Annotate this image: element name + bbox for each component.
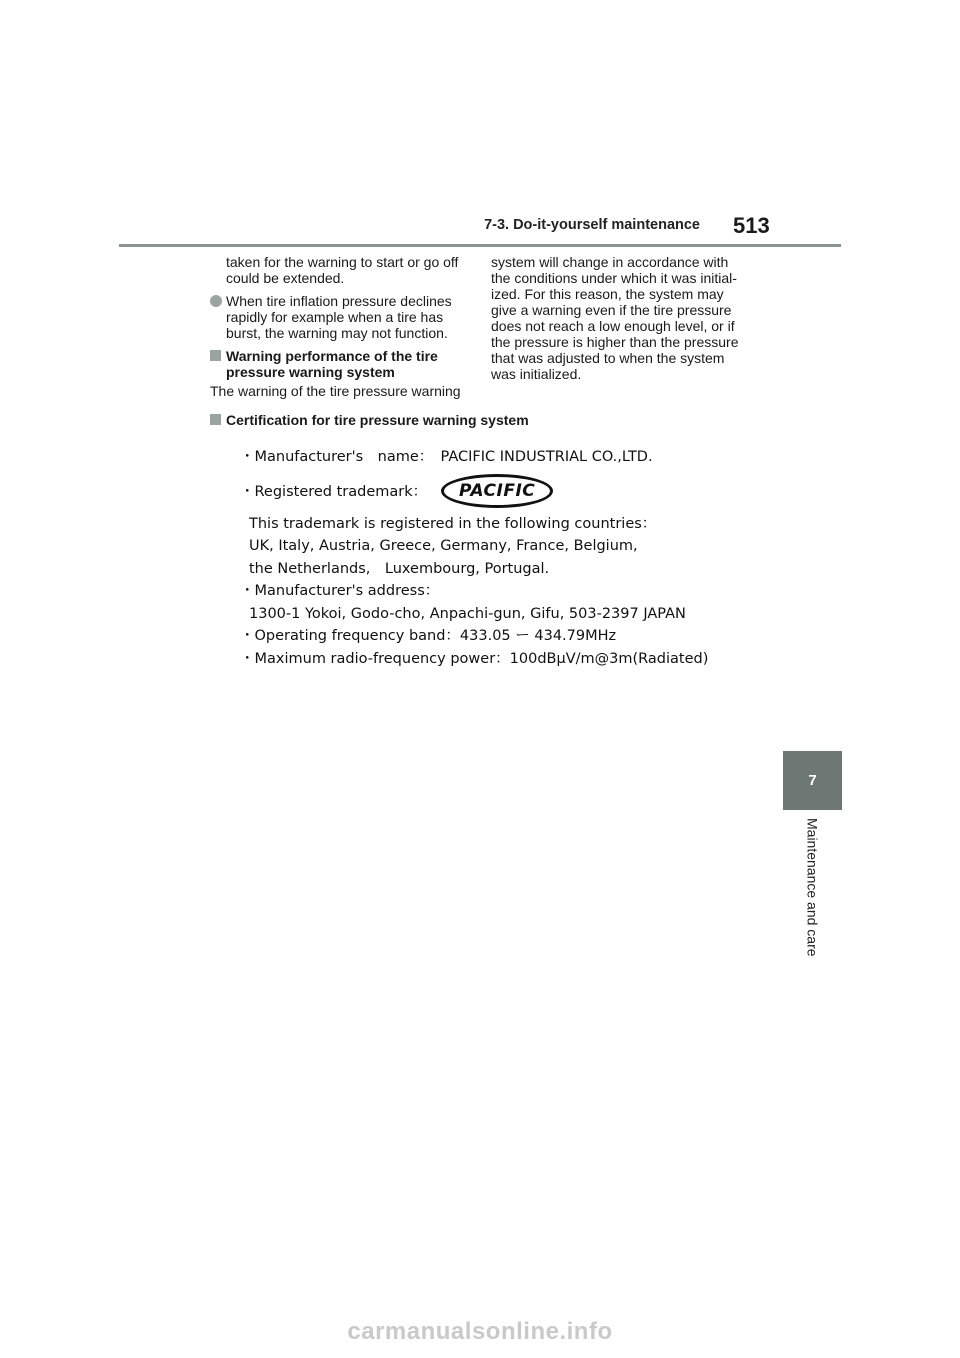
- text-line: taken for the warning to start or go off: [226, 254, 459, 270]
- address-label: ・Manufacturer's address：: [240, 583, 440, 599]
- right-column: [491, 254, 756, 382]
- text-line: the conditions under which it was initial-: [491, 270, 737, 286]
- text-line: was initialized.: [491, 366, 582, 382]
- bullet-dot-icon: [210, 295, 222, 307]
- chapter-label: [783, 818, 842, 978]
- text-line: give a warning even if the tire pressure: [491, 302, 732, 318]
- trademark-row: [240, 469, 740, 513]
- frequency-band: ・Operating frequency band：433.05 ー 434.79MHz: [240, 628, 617, 644]
- body-paragraph: [210, 383, 475, 399]
- radio-power: ・Maximum radio-frequency power：100dBμV/m@3m(Radiated): [240, 650, 709, 667]
- left-column: [210, 254, 475, 399]
- square-marker-icon: [210, 350, 221, 361]
- address-value: 1300-1 Yokoi, Godo-cho, Anpachi-gun, Gifu, 503-2397 JAPAN: [249, 605, 686, 622]
- bullet-item: [210, 293, 475, 341]
- heading-line: Warning performance of the tire: [226, 348, 438, 364]
- text-line: rapidly for example when a tire has: [226, 309, 444, 325]
- logo-text: PACIFIC: [459, 480, 536, 501]
- text-line: does not reach a low enough level, or if: [491, 318, 735, 334]
- text-line: When tire inflation pressure declines: [226, 293, 452, 309]
- certification-heading: [210, 412, 529, 428]
- page-number: 513: [733, 213, 770, 238]
- header-rule: [119, 244, 841, 247]
- text-line: The warning of the tire pressure warning: [210, 383, 461, 399]
- text-line: could be extended.: [226, 270, 345, 286]
- watermark: carmanualsonline.info: [347, 1318, 613, 1345]
- countries-line: UK, Italy, Austria, Greece, Germany, France, Belgium,: [249, 538, 638, 554]
- chapter-label-text: Maintenance and care: [804, 818, 821, 957]
- pacific-logo-icon: [441, 474, 553, 508]
- text-line: ized. For this reason, the system may: [491, 286, 724, 302]
- text-line: that was adjusted to when the system: [491, 350, 725, 366]
- text-line: burst, the warning may not function.: [226, 325, 448, 341]
- heading-line: pressure warning system: [226, 364, 395, 380]
- continued-paragraph: [210, 254, 475, 286]
- subheading: [210, 348, 475, 380]
- certification-heading-text: Certification for tire pressure warning system: [226, 412, 529, 428]
- countries-line: This trademark is registered in the following countries：: [249, 515, 657, 532]
- certification-block: [240, 446, 740, 670]
- manufacturer-name: ・Manufacturer's name： PACIFIC INDUSTRIAL CO.,LTD.: [240, 449, 653, 465]
- text-line: system will change in accordance with: [491, 254, 729, 270]
- text-line: the pressure is higher than the pressure: [491, 334, 739, 350]
- square-marker-icon: [210, 414, 221, 425]
- countries-line: the Netherlands, Luxembourg, Portugal.: [249, 560, 550, 577]
- section-title: 7-3. Do-it-yourself maintenance: [484, 217, 700, 233]
- chapter-tab: 7: [783, 751, 842, 810]
- trademark-label: ・Registered trademark：: [240, 484, 428, 500]
